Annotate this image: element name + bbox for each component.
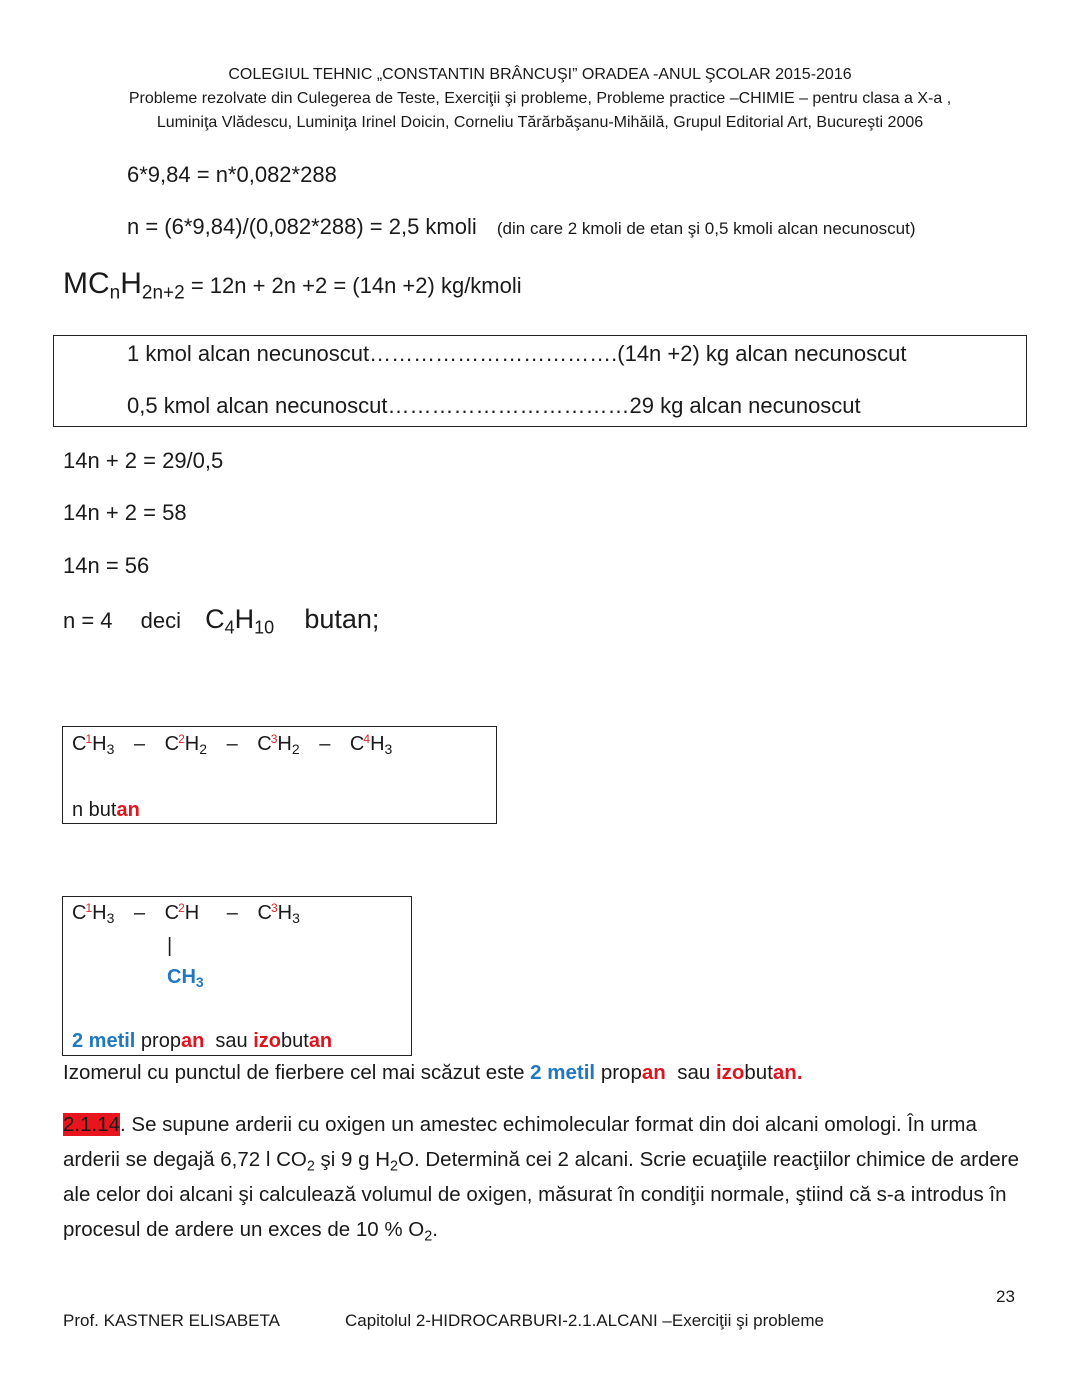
atom-h: H bbox=[184, 902, 200, 924]
n-butan-label bbox=[72, 797, 140, 823]
equation-1: 6*9,84 = n*0,082*288 bbox=[127, 162, 337, 187]
problem-text-3: O. Determină cei 2 alcani. Scrie ecuaţiile reacţiilor chimice de ardere ale celor doi alcani şi calculează volumul de oxigen, măsurat în condiţii normale, ştiind că s-a introdus în procesul de ardere un exces de 10 % O bbox=[63, 1148, 1019, 1241]
atom-c3: C bbox=[257, 733, 272, 755]
conclusion-sau: sau bbox=[665, 1061, 716, 1084]
bond: – bbox=[133, 902, 146, 924]
molar-rest: = 12n + 2n +2 = (14n +2) kg/kmoli bbox=[184, 273, 522, 298]
problem-number: 2.1.14 bbox=[63, 1113, 120, 1136]
sub-3: 3 bbox=[292, 910, 300, 927]
problem-sub-2: 2 bbox=[390, 1158, 399, 1175]
result-deci: deci bbox=[140, 608, 182, 633]
isobutan-label bbox=[72, 1028, 332, 1054]
atom-c2: C bbox=[164, 733, 180, 755]
conclusion-metil: 2 metil bbox=[530, 1061, 596, 1084]
problem-text-2: şi 9 g H bbox=[314, 1148, 391, 1171]
atom-h: H bbox=[92, 902, 107, 924]
branch-sub: 3 bbox=[195, 974, 204, 991]
n-butan-structure bbox=[72, 731, 392, 757]
conclusion-but: but bbox=[744, 1061, 773, 1084]
proportion-row-2: 0,5 kmol alcan necunoscut……………………………29 kg alcan necunoscut bbox=[127, 393, 861, 418]
sub-3: 3 bbox=[384, 741, 393, 758]
atom-c1: C bbox=[72, 733, 87, 755]
label-suffix: an bbox=[116, 799, 140, 821]
problem-text-4: . bbox=[432, 1218, 438, 1241]
isobutan-structure bbox=[72, 900, 300, 926]
label-an: an bbox=[180, 1030, 205, 1052]
formula-h: H bbox=[234, 604, 255, 634]
atom-c3: C bbox=[257, 902, 272, 924]
page-number: 23 bbox=[996, 1287, 1015, 1306]
conclusion-an: an bbox=[641, 1061, 666, 1084]
equation-2 bbox=[127, 213, 916, 243]
index-4: 4 bbox=[363, 732, 371, 747]
sub-3: 3 bbox=[106, 910, 115, 927]
footer-author: Prof. KASTNER ELISABETA bbox=[63, 1311, 280, 1330]
proportion-row-1: 1 kmol alcan necunoscut…………………………….(14n +2) kg alcan necunoscut bbox=[127, 341, 907, 366]
molar-sub: 2n+2 bbox=[141, 282, 185, 304]
atom-h: H bbox=[184, 733, 200, 755]
equation-2-note: (din care 2 kmoli de etan şi 0,5 kmoli alcan necunoscut) bbox=[496, 219, 916, 238]
problem-text-1: . Se supune arderii cu oxigen un amestec echimolecular format din doi alcani omologi. În urma arderii se degajă 6,72 l CO bbox=[63, 1113, 977, 1171]
atom-h: H bbox=[277, 733, 292, 755]
formula-c: C bbox=[205, 604, 225, 634]
atom-c1: C bbox=[72, 902, 87, 924]
conclusion bbox=[63, 1059, 803, 1087]
molar-h: H bbox=[120, 267, 142, 300]
problem-sub-3: 2 bbox=[424, 1228, 433, 1245]
conclusion-text: Izomerul cu punctul de fierbere cel mai scăzut este bbox=[63, 1061, 531, 1084]
sub-3: 3 bbox=[106, 741, 115, 758]
label-plain: n but bbox=[72, 799, 117, 821]
step-1: 14n + 2 = 29/0,5 bbox=[63, 448, 224, 473]
problem-statement bbox=[63, 1107, 1023, 1247]
problem-sub-1: 2 bbox=[306, 1158, 315, 1175]
branch-methyl bbox=[167, 964, 204, 990]
equation-2-main: n = (6*9,84)/(0,082*288) = 2,5 kmoli bbox=[127, 214, 477, 239]
molar-prefix: MC bbox=[63, 267, 110, 300]
sub-2: 2 bbox=[199, 741, 208, 758]
bond: – bbox=[226, 902, 238, 924]
index-3: 3 bbox=[270, 901, 278, 916]
footer-chapter: Capitolul 2-HIDROCARBURI-2.1.ALCANI –Exerciţii şi probleme bbox=[345, 1311, 824, 1330]
atom-h: H bbox=[92, 733, 107, 755]
step-2: 14n + 2 = 58 bbox=[63, 500, 187, 525]
label-but: but bbox=[281, 1030, 309, 1052]
label-sau: sau bbox=[204, 1030, 254, 1052]
conclusion-izo: izo bbox=[715, 1061, 745, 1084]
label-metil: 2 metil bbox=[72, 1030, 136, 1052]
bond: – bbox=[319, 733, 331, 755]
atom-h: H bbox=[370, 733, 385, 755]
molar-n: n bbox=[109, 282, 121, 304]
header-line-3: Luminiţa Vlădescu, Luminiţa Irinel Doicin, Corneliu Tărărbăşanu-Mihăilă, Grupul Editorial Art, Bucureşti 2006 bbox=[156, 114, 924, 131]
header-line-2: Probleme rezolvate din Culegerea de Teste, Exerciţii şi probleme, Probleme practice –CHIMIE – pentru clasa a X-a , bbox=[128, 90, 952, 107]
molar-mass-formula bbox=[63, 267, 522, 304]
sub-2: 2 bbox=[291, 741, 300, 758]
result-formula bbox=[205, 604, 275, 638]
branch-bond: | bbox=[167, 935, 173, 957]
result-n: n = 4 bbox=[63, 608, 113, 633]
conclusion-prop: prop bbox=[595, 1061, 642, 1084]
branch-ch: CH bbox=[167, 966, 196, 988]
conclusion-end: an. bbox=[772, 1061, 803, 1084]
formula-c-sub: 4 bbox=[224, 617, 235, 638]
bond: – bbox=[226, 733, 238, 755]
index-3: 3 bbox=[270, 732, 278, 747]
atom-h: H bbox=[277, 902, 293, 924]
index-1: 1 bbox=[85, 901, 93, 916]
label-an2: an bbox=[308, 1030, 333, 1052]
result-line bbox=[63, 604, 380, 638]
step-3: 14n = 56 bbox=[63, 553, 150, 578]
atom-c4: C bbox=[349, 733, 365, 755]
label-izo: izo bbox=[253, 1030, 281, 1052]
result-name: butan; bbox=[304, 604, 380, 634]
atom-c2: C bbox=[164, 902, 180, 924]
formula-h-sub: 10 bbox=[254, 617, 275, 638]
index-2: 2 bbox=[178, 901, 185, 916]
bond: – bbox=[133, 733, 146, 755]
label-prop: prop bbox=[135, 1030, 181, 1052]
index-1: 1 bbox=[85, 732, 93, 747]
index-2: 2 bbox=[178, 732, 185, 747]
header-line-1: COLEGIUL TEHNIC „CONSTANTIN BRÂNCUŞI” ORADEA -ANUL ŞCOLAR 2015-2016 bbox=[228, 66, 852, 83]
